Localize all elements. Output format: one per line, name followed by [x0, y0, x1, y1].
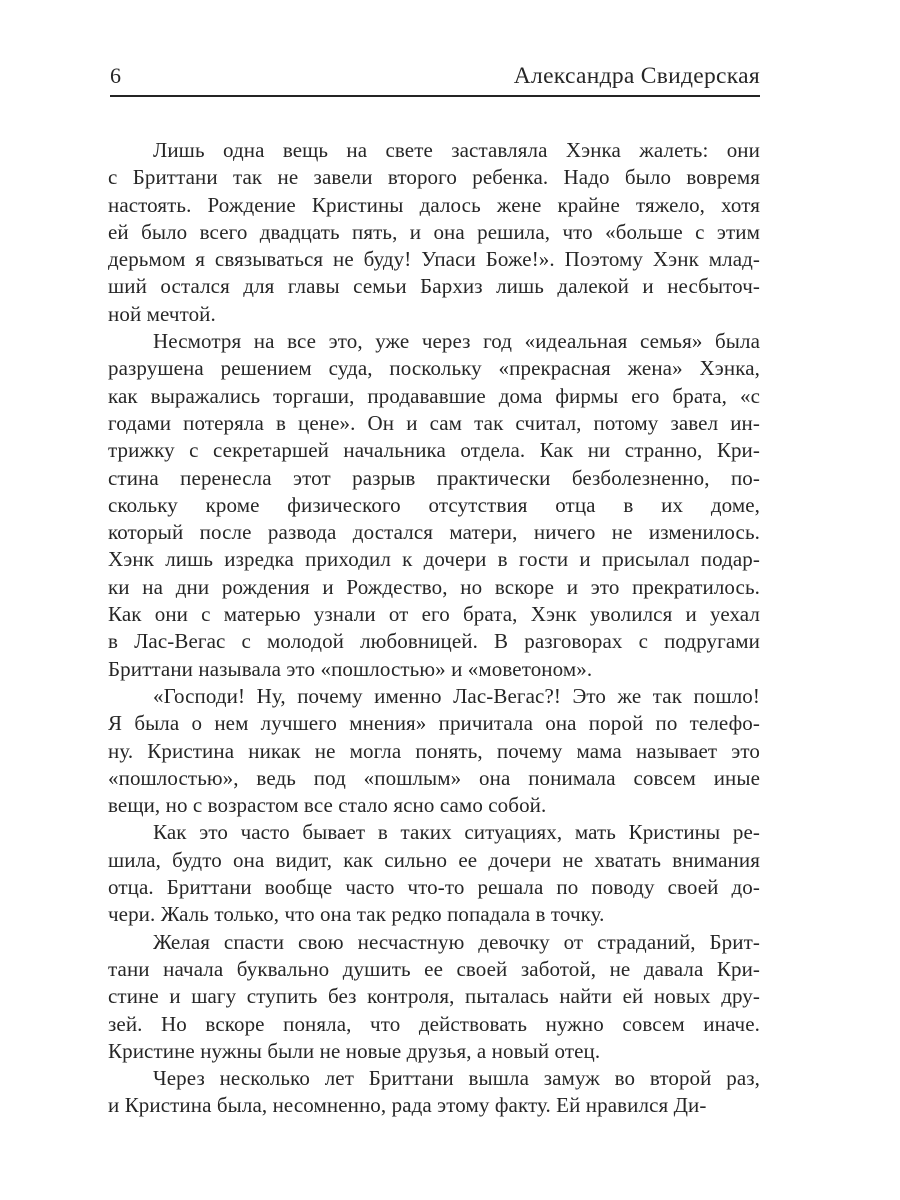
text-line: ки на дни рождения и Рождество, но вскоре и это прекратилось.	[108, 574, 760, 599]
text-line: Хэнк лишь изредка приходил к дочери в гости и присылал подар-	[108, 547, 760, 572]
text-line: чери. Жаль только, что она так редко попадала в точку.	[108, 902, 605, 927]
text-line: дерьмом я связываться не буду! Упаси Боже!». Поэтому Хэнк млад-	[108, 247, 760, 272]
text-line: Лишь одна вещь на свете заставляла Хэнка жалеть: они	[153, 138, 760, 162]
text-line: годами потеряла в цене». Он и сам так считал, потому завел ин-	[108, 410, 760, 435]
text-line: скольку кроме физического отсутствия отца в их доме,	[108, 492, 760, 517]
text-line: настоять. Рождение Кристины далось жене крайне тяжело, хотя	[108, 192, 760, 217]
text-line: Бриттани называла это «пошлостью» и «моветоном».	[108, 656, 593, 681]
text-line: трижку с секретаршей начальника отдела. Как ни странно, Кри-	[108, 438, 760, 463]
running-head-author: Александра Свидерская	[513, 63, 760, 89]
text-line: тани начала буквально душить ее своей заботой, не давала Кри-	[108, 956, 760, 981]
text-line: Через несколько лет Бриттани вышла замуж во второй раз,	[153, 1066, 760, 1091]
text-line: стина перенесла этот разрыв практически безболезненно, по-	[108, 465, 760, 490]
text-line: как выражались торгаши, продававшие дома фирмы его брата, «с	[108, 383, 760, 408]
text-line: ей было всего двадцать пять, и она решила, что «больше с этим	[108, 219, 760, 244]
text-line: который после развода достался матери, ничего не изменилось.	[108, 520, 760, 545]
text-line: с Бриттани так не завели второго ребенка. Надо было вовремя	[108, 165, 760, 190]
paragraph	[108, 137, 760, 328]
text-line: Как это часто бывает в таких ситуациях, мать Кристины ре-	[153, 820, 760, 845]
paragraph	[108, 328, 760, 683]
text-line: и Кристина была, несомненно, рада этому факту. Ей нравился Ди-	[108, 1093, 707, 1118]
paragraph	[108, 683, 760, 819]
text-line: Как они с матерью узнали от его брата, Хэнк уволился и уехал	[108, 602, 760, 627]
text-line: «пошлостью», ведь под «пошлым» она понимала совсем иные	[108, 765, 760, 790]
paragraph	[108, 1065, 760, 1120]
text-line: Кристине нужны были не новые друзья, а новый отец.	[108, 1038, 601, 1063]
text-line: шила, будто она видит, как сильно ее дочери не хватать внимания	[108, 847, 760, 872]
paragraph	[108, 929, 760, 1065]
page-number: 6	[110, 63, 122, 88]
text-line: ну. Кристина никак не могла понять, почему мама называет это	[108, 738, 760, 763]
text-line: зей. Но вскоре поняла, что действовать нужно совсем иначе.	[108, 1011, 760, 1036]
text-line: Желая спасти свою несчастную девочку от страданий, Брит-	[153, 929, 760, 954]
text-line: вещи, но с возрастом все стало ясно само собой.	[108, 793, 547, 818]
text-line: ной мечтой.	[108, 301, 216, 326]
text-line: «Господи! Ну, почему именно Лас-Вегас?! Это же так пошло!	[153, 683, 760, 708]
text-line: разрушена решением суда, поскольку «прекрасная жена» Хэнка,	[108, 356, 760, 381]
page-body	[108, 137, 760, 1120]
text-line: отца. Бриттани вообще часто что-то решала по поводу своей до-	[108, 875, 760, 900]
text-line: в Лас-Вегас с молодой любовницей. В разговорах с подругами	[108, 629, 760, 654]
paragraph	[108, 819, 760, 928]
text-line: Я была о нем лучшего мнения» причитала она порой по телефо-	[108, 711, 760, 736]
page-header	[110, 63, 760, 97]
text-line: ший остался для главы семьи Бархиз лишь далекой и несбыточ-	[108, 274, 760, 299]
text-line: Несмотря на все это, уже через год «идеальная семья» была	[153, 329, 760, 354]
text-line: стине и шагу ступить без контроля, пыталась найти ей новых дру-	[108, 984, 760, 1009]
